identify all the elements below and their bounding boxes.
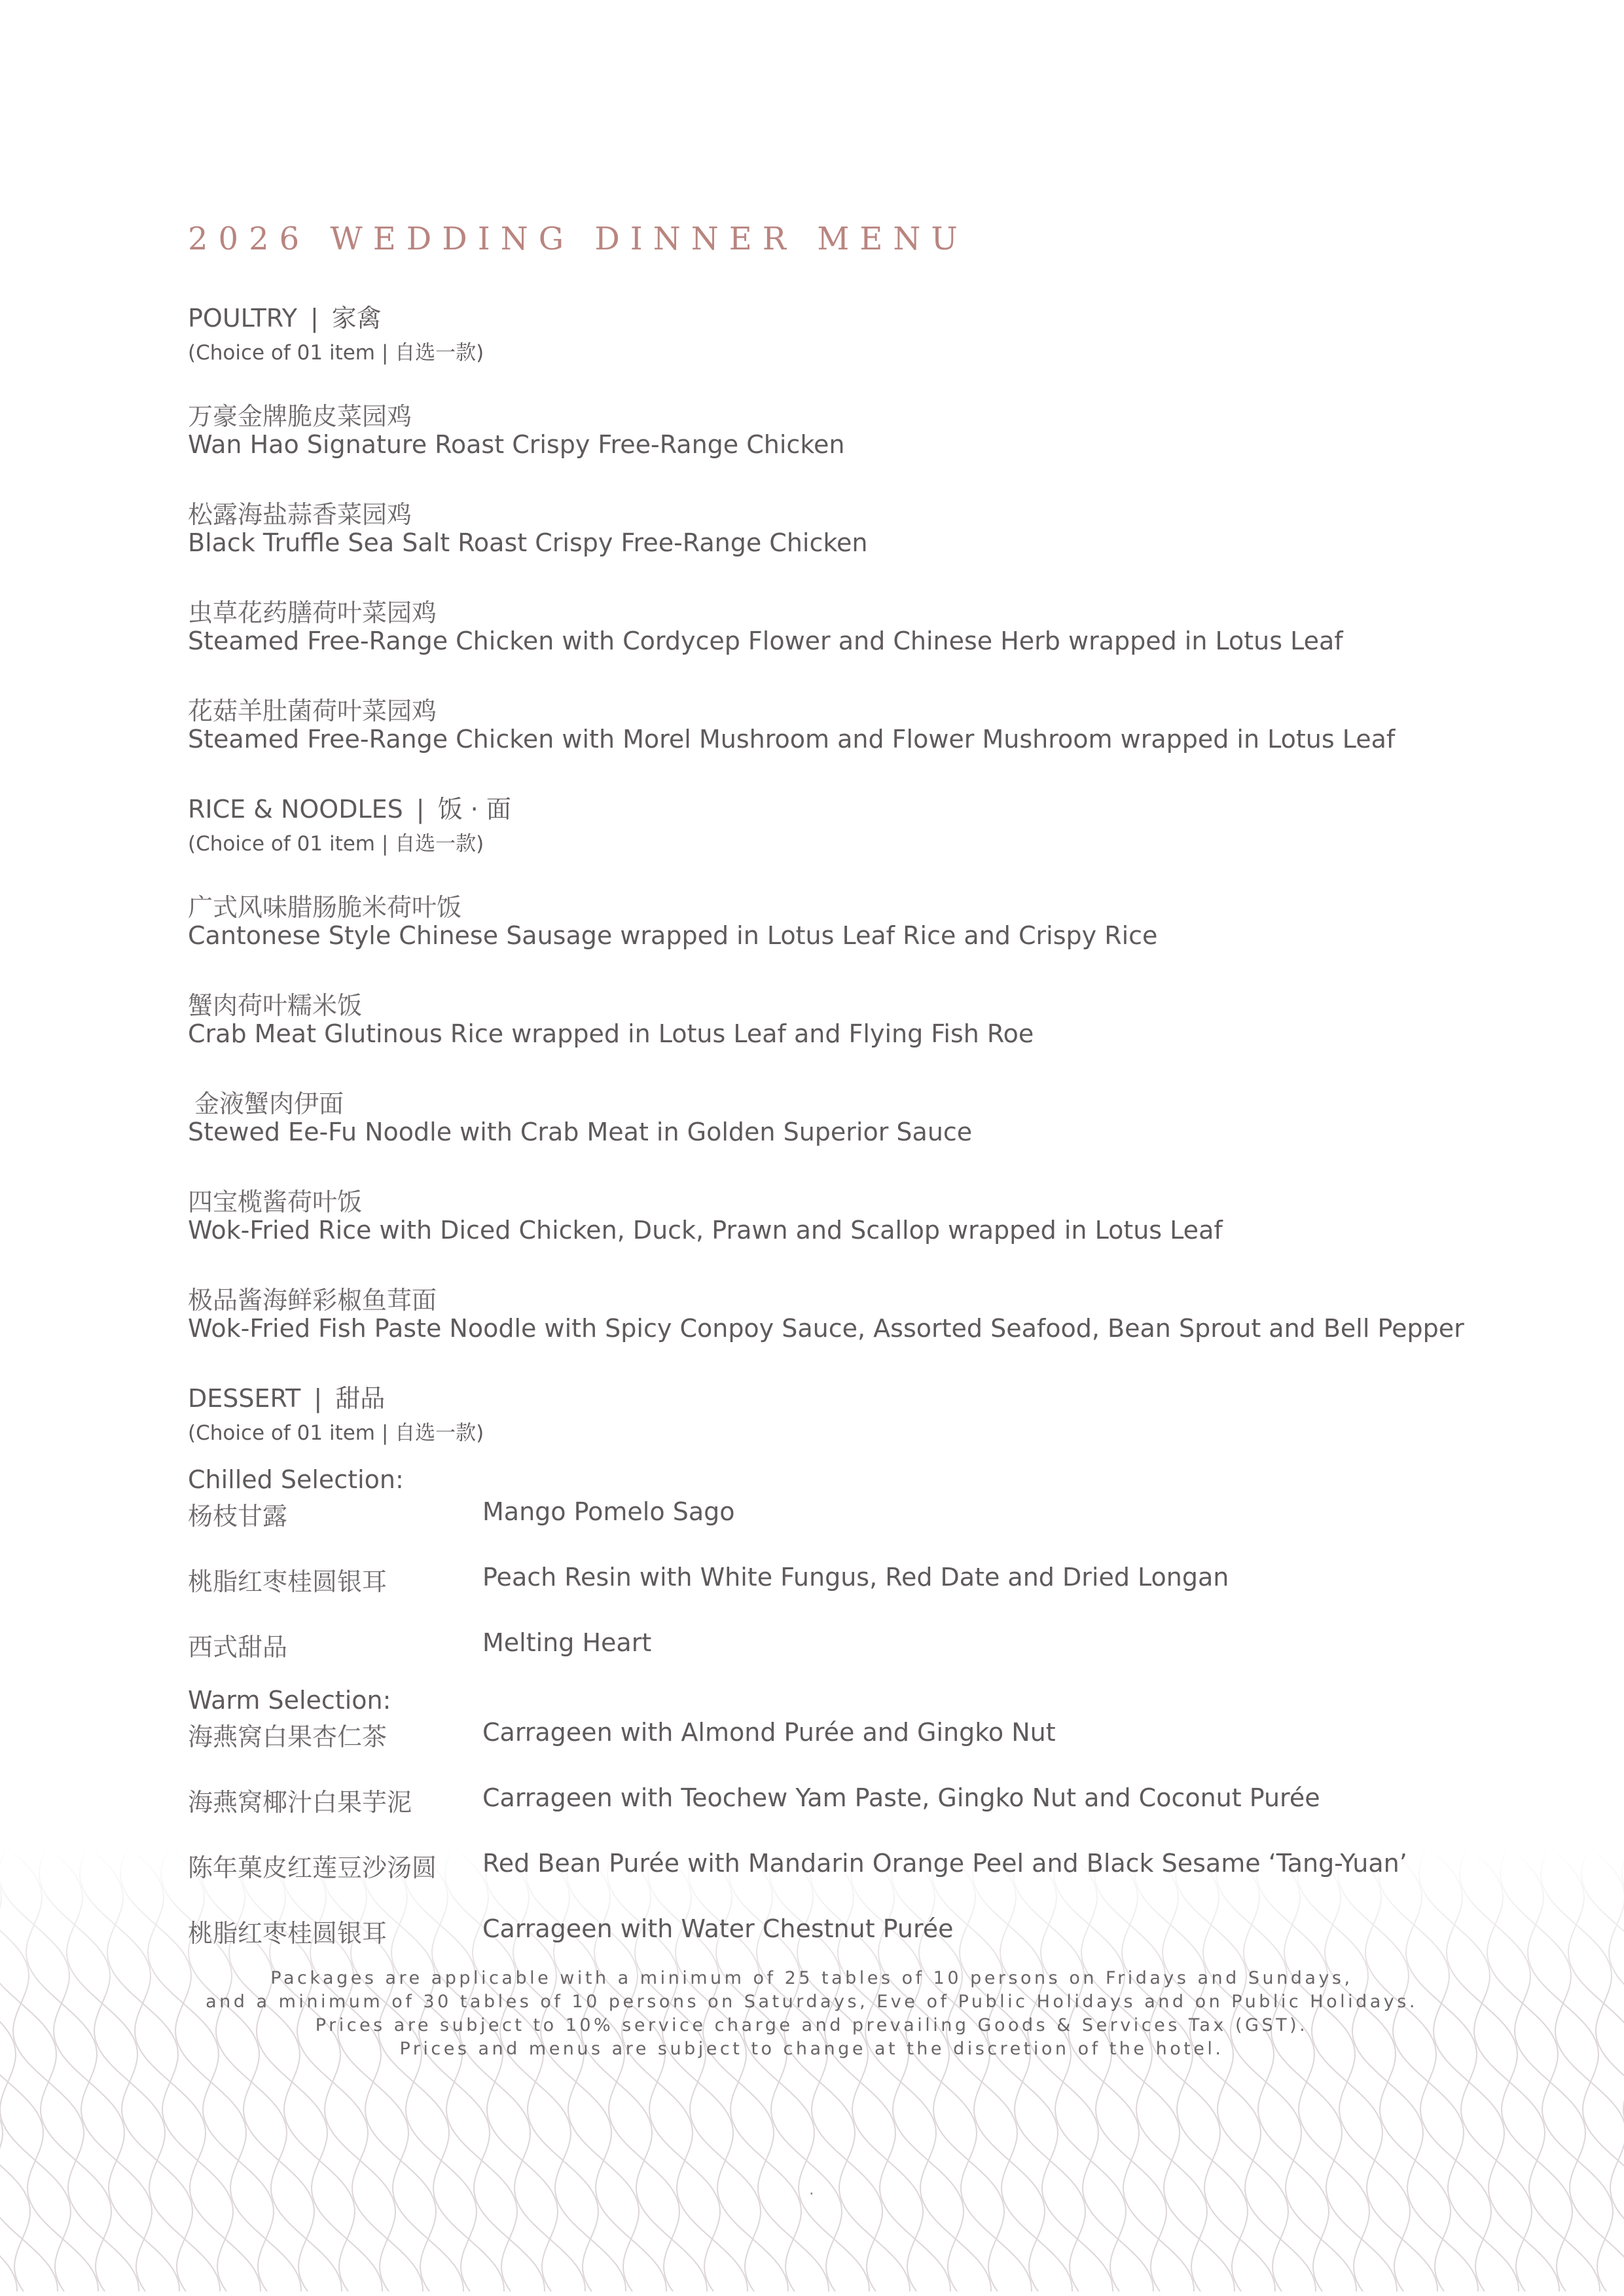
heading-separator: | xyxy=(310,304,319,333)
dessert-heading xyxy=(188,1378,385,1414)
poultry-heading-en: POULTRY xyxy=(188,304,297,333)
poultry-item-2-en: Black Truffle Sea Salt Roast Crispy Free-Range Chicken xyxy=(188,528,868,557)
warm-item-2-en: Carrageen with Teochew Yam Paste, Gingko Nut and Coconut Purée xyxy=(482,1783,1320,1812)
rice-item-3-cn: 金液蟹肉伊面 xyxy=(194,1089,344,1118)
poultry-item-4-cn: 花菇羊肚菌荷叶菜园鸡 xyxy=(188,697,437,725)
poultry-item-3-cn: 虫草花药膳荷叶菜园鸡 xyxy=(188,598,437,627)
poultry-heading-cn: 家禽 xyxy=(331,304,382,333)
heading-separator: | xyxy=(314,1384,323,1413)
chilled-item-1-cn: 杨枝甘露 xyxy=(188,1502,288,1531)
warm-item-3-cn: 陈年菓皮红莲豆沙汤圆 xyxy=(188,1853,437,1882)
terms-line-4: Prices and menus are subject to change at the discretion of the hotel. xyxy=(399,2039,1224,2059)
rice-item-3-en: Stewed Ee-Fu Noodle with Crab Meat in Golden Superior Sauce xyxy=(188,1118,973,1146)
warm-item-1-en: Carrageen with Almond Purée and Gingko Nut xyxy=(482,1718,1056,1747)
warm-item-1-cn: 海燕窝白果杏仁茶 xyxy=(188,1722,388,1751)
rice-item-1-en: Cantonese Style Chinese Sausage wrapped in Lotus Leaf Rice and Crispy Rice xyxy=(188,921,1158,950)
warm-item-4-en: Carrageen with Water Chestnut Purée xyxy=(482,1914,954,1943)
terms-line-1: Packages are applicable with a minimum of 25 tables of 10 persons on Fridays and Sundays, xyxy=(270,1968,1353,1988)
chilled-item-3-en: Melting Heart xyxy=(482,1628,652,1657)
rice-item-2-en: Crab Meat Glutinous Rice wrapped in Lotus Leaf and Flying Fish Roe xyxy=(188,1019,1034,1048)
poultry-item-2-cn: 松露海盐蒜香菜园鸡 xyxy=(188,500,412,529)
dessert-heading-cn: 甜品 xyxy=(335,1384,386,1413)
chilled-item-2-en: Peach Resin with White Fungus, Red Date and Dried Longan xyxy=(482,1563,1229,1592)
dessert-choice-note: (Choice of 01 item | 自选一款) xyxy=(188,1421,484,1445)
rice-item-2-cn: 蟹肉荷叶糯米饭 xyxy=(188,991,363,1020)
poultry-item-4-en: Steamed Free-Range Chicken with Morel Mushroom and Flower Mushroom wrapped in Lotus Leaf xyxy=(188,725,1396,754)
warm-item-4-cn: 桃脂红枣桂圆银耳 xyxy=(188,1919,388,1948)
terms-footer xyxy=(157,1967,1466,2061)
poultry-item-1-en: Wan Hao Signature Roast Crispy Free-Range Chicken xyxy=(188,430,845,459)
rice-item-4-cn: 四宝榄酱荷叶饭 xyxy=(188,1188,363,1216)
chilled-selection-label: Chilled Selection: xyxy=(188,1465,404,1494)
poultry-item-1-cn: 万豪金牌脆皮菜园鸡 xyxy=(188,402,412,431)
rice-noodles-heading-en: RICE & NOODLES xyxy=(188,795,403,824)
rice-item-5-en: Wok-Fried Fish Paste Noodle with Spicy Conpoy Sauce, Assorted Seafood, Bean Sprout and Bell Pepper xyxy=(188,1314,1464,1343)
page-mark: . xyxy=(809,2180,814,2198)
poultry-choice-note: (Choice of 01 item | 自选一款) xyxy=(188,341,484,365)
terms-line-2: and a minimum of 30 tables of 10 persons on Saturdays, Eve of Public Holidays and on Public Holidays. xyxy=(206,1992,1418,2012)
chilled-item-3-cn: 西式甜品 xyxy=(188,1633,288,1662)
rice-item-4-en: Wok-Fried Rice with Diced Chicken, Duck, Prawn and Scallop wrapped in Lotus Leaf xyxy=(188,1216,1223,1245)
rice-noodles-heading-cn: 饭 · 面 xyxy=(437,795,511,824)
heading-separator: | xyxy=(416,795,425,824)
poultry-heading xyxy=(188,298,382,334)
rice-item-1-cn: 广式风味腊肠脆米荷叶饭 xyxy=(188,893,462,922)
rice-noodles-heading xyxy=(188,789,511,825)
warm-item-3-en: Red Bean Purée with Mandarin Orange Peel and Black Sesame ‘Tang-Yuan’ xyxy=(482,1849,1407,1878)
poultry-item-3-en: Steamed Free-Range Chicken with Cordycep Flower and Chinese Herb wrapped in Lotus Leaf xyxy=(188,627,1343,655)
warm-selection-label: Warm Selection: xyxy=(188,1686,391,1715)
warm-item-2-cn: 海燕窝椰汁白果芋泥 xyxy=(188,1788,412,1817)
terms-line-3: Prices are subject to 10% service charge and prevailing Goods & Services Tax (GST). xyxy=(315,2015,1308,2035)
rice-noodles-choice-note: (Choice of 01 item | 自选一款) xyxy=(188,832,484,856)
menu-title: 2026 WEDDING DINNER MENU xyxy=(188,221,968,257)
dessert-heading-en: DESSERT xyxy=(188,1384,301,1413)
rice-item-5-cn: 极品酱海鲜彩椒鱼茸面 xyxy=(188,1286,437,1315)
chilled-item-2-cn: 桃脂红枣桂圆银耳 xyxy=(188,1567,388,1596)
chilled-item-1-en: Mango Pomelo Sago xyxy=(482,1497,735,1526)
